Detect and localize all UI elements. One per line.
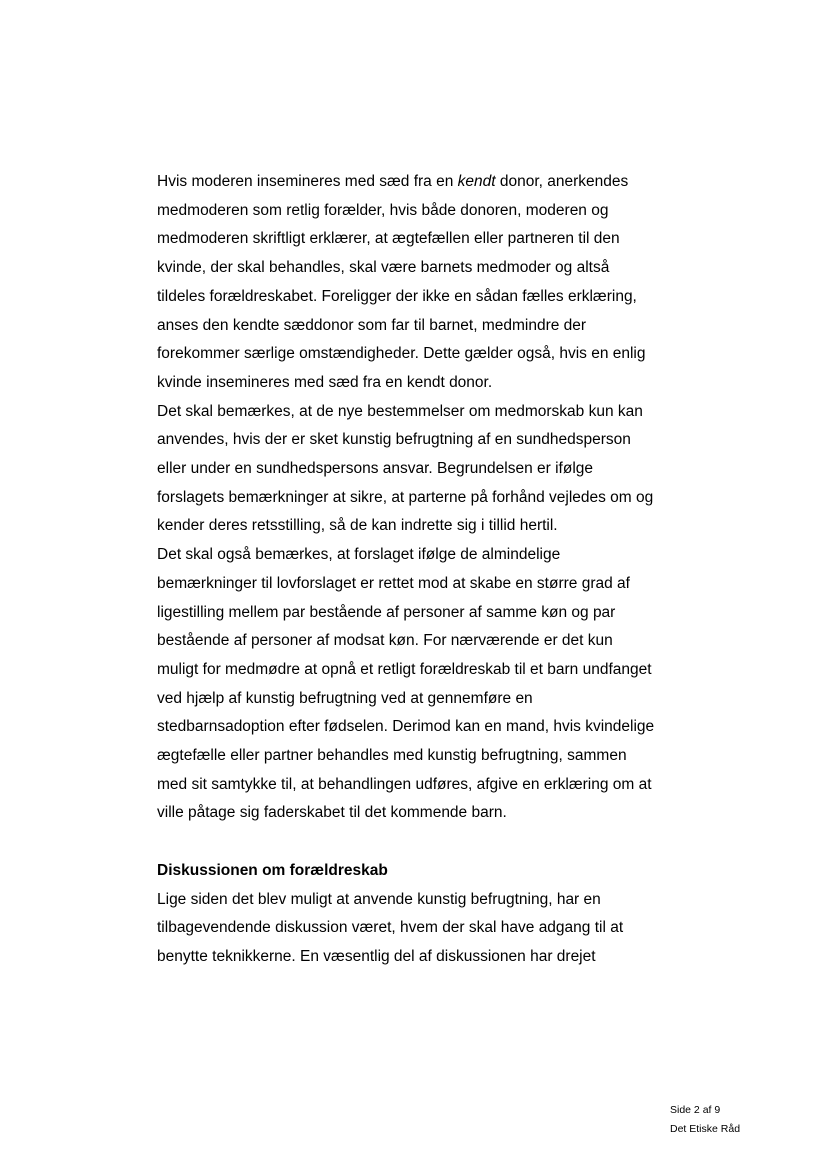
section-heading: Diskussionen om forældreskab bbox=[157, 861, 388, 879]
paragraph-2: Det skal bemærkes, at de nye bestemmelser om medmorskab kun kan anvendes, hvis der er sket kunstig befrugtning af en sundhedsperson eller under en sundhedspersons ansvar. Begrundelsen er ifølge forslagets bemærkninger at sikre, at parterne på forhånd vejledes om og kender deres retsstilling, så de kan indrette sig i tillid hertil. bbox=[157, 402, 654, 535]
paragraph-3: Det skal også bemærkes, at forslaget ifølge de almindelige bemærkninger til lovforslaget er rettet mod at skabe en større grad af ligestilling mellem par bestående af personer af samme køn og par bestående af personer af modsat køn. For nærværende er det kun muligt for medmødre at opnå et retligt forældreskab til et barn undfanget ved hjælp af kunstig befrugtning ved at gennemføre en stedbarnsadoption efter fødselen. Derimod kan en mand, hvis kvindelige ægtefælle eller partner behandles med kunstig befrugtning, sammen med sit samtykke til, at behandlingen udføres, afgive en erklæring om at ville påtage sig faderskabet til det kommende barn. bbox=[157, 546, 655, 822]
page-footer bbox=[670, 1101, 740, 1139]
paragraph-1-part-1: Hvis moderen insemineres med sæd fra en bbox=[157, 173, 458, 190]
page-number: Side 2 af 9 bbox=[670, 1104, 721, 1116]
paragraph-1-part-2: donor, anerkendes medmoderen som retlig forælder, hvis både donoren, moderen og medmoderen skriftligt erklærer, at ægtefællen eller partneren til den kvinde, der skal behandles, skal være barnets medmoder og altså tildeles forældreskabet. Foreligger der ikke en sådan fælles erklæring, anses den kendte sæddonor som far til barnet, medmindre der forekommer særlige omstændigheder. Dette gælder også, hvis en enlig kvinde insemineres med sæd fra en kendt donor. bbox=[157, 173, 646, 391]
paragraph-1 bbox=[157, 168, 657, 398]
emphasis-kendt: kendt bbox=[457, 173, 496, 190]
organization-name: Det Etiske Råd bbox=[670, 1123, 741, 1135]
body-text bbox=[157, 168, 657, 972]
paragraph-4: Lige siden det blev muligt at anvende kunstig befrugtning, har en tilbagevendende diskussion været, hvem der skal have adgang til at benytte teknikkerne. En væsentlig del af diskussionen har drejet bbox=[157, 890, 624, 965]
paragraph-spacer bbox=[157, 828, 657, 857]
